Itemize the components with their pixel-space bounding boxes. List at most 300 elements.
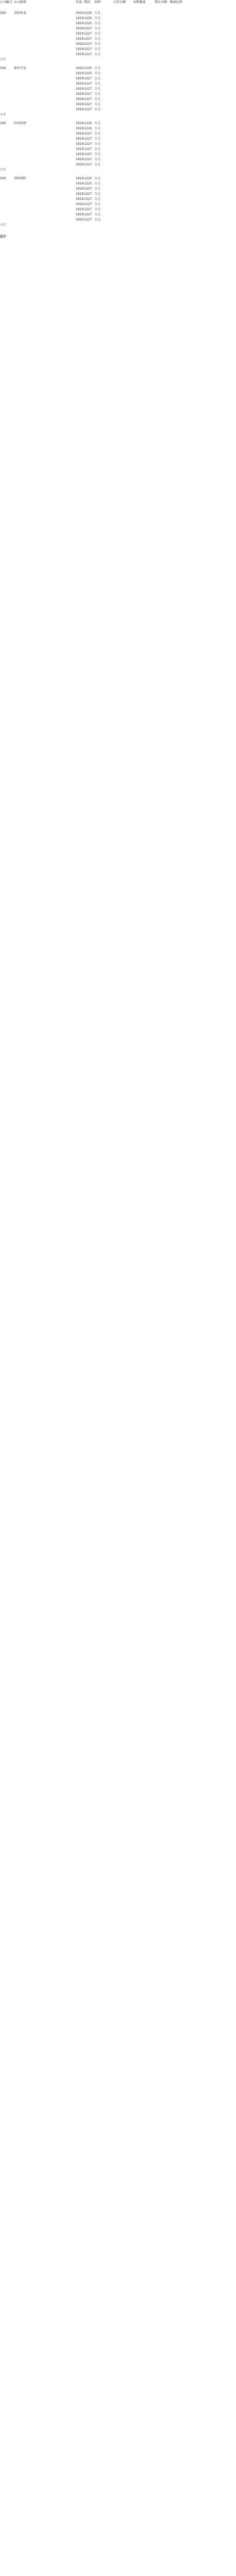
cell-currency: 万元	[94, 77, 101, 80]
cell-end-balance	[146, 202, 167, 207]
cell-change-ratio	[166, 16, 182, 21]
cell-prev-balance	[105, 81, 126, 87]
cell-company-code	[0, 212, 13, 217]
cell-change-ratio	[166, 202, 182, 207]
cell-currency: 万元	[94, 163, 101, 166]
cell-end-balance	[146, 81, 167, 87]
cell-change-ratio	[166, 192, 182, 197]
cell-period: 1227	[84, 163, 92, 166]
cell-period: 1227	[84, 42, 92, 46]
table-row	[0, 217, 236, 223]
cell-period: 1225	[84, 182, 92, 185]
cell-currency: 万元	[94, 137, 101, 141]
cell-prev-balance	[105, 217, 126, 223]
cell-change	[126, 26, 145, 31]
cell-change-ratio	[166, 87, 182, 92]
table-row	[0, 102, 236, 107]
cell-company-name	[14, 26, 40, 31]
cell-company-name: 新药开发	[14, 66, 27, 70]
cell-end-balance	[146, 11, 167, 16]
cell-company-name	[14, 126, 40, 131]
table-row	[0, 192, 236, 197]
cell-currency: 万元	[94, 122, 101, 125]
cell-period: 1227	[84, 103, 92, 106]
cell-change	[126, 162, 145, 167]
cell-year: 1919	[76, 197, 84, 201]
cell-prev-balance	[105, 187, 126, 192]
cell-year: 1919	[76, 16, 84, 20]
cell-prev-balance	[105, 57, 126, 62]
cell-change	[126, 167, 145, 173]
cell-company-code	[0, 197, 13, 202]
cell-company-code	[0, 137, 13, 142]
cell-currency: 万元	[94, 37, 101, 41]
cell-company-code	[0, 97, 13, 102]
cell-year: 1919	[76, 147, 84, 151]
cell-currency	[94, 57, 105, 62]
cell-company-code	[0, 47, 13, 52]
cell-year: 1919	[76, 132, 84, 135]
cell-currency: 万元	[94, 53, 101, 56]
cell-prev-balance	[105, 147, 126, 152]
cell-change-ratio	[166, 126, 182, 131]
total-label: 总计	[0, 235, 7, 239]
cell-period	[84, 57, 94, 62]
cell-change-ratio	[166, 147, 182, 152]
cell-currency: 万元	[94, 142, 101, 146]
cell-change	[126, 71, 145, 76]
cell-year	[76, 112, 84, 117]
cell-company-code	[0, 76, 13, 81]
table-row	[0, 202, 236, 207]
cell-currency: 万元	[94, 187, 101, 191]
cell-company-name	[14, 147, 40, 152]
cell-period: 1227	[84, 53, 92, 56]
cell-end-balance	[146, 52, 167, 57]
cell-prev-balance	[105, 126, 126, 131]
cell-period: 1227	[84, 92, 92, 96]
cell-change	[126, 57, 145, 62]
cell-year	[76, 57, 84, 62]
cell-year: 1919	[76, 11, 84, 15]
cell-change	[126, 187, 145, 192]
cell-prev-balance	[105, 137, 126, 142]
cell-currency: 万元	[94, 192, 101, 196]
cell-change-ratio	[166, 167, 182, 173]
cell-currency: 万元	[94, 177, 101, 180]
cell-change-ratio	[166, 21, 182, 26]
cell-year: 1919	[76, 47, 84, 51]
cell-year: 1919	[76, 137, 84, 141]
header-row	[0, 0, 236, 11]
cell-end-balance	[146, 152, 167, 157]
cell-change-ratio	[166, 131, 182, 137]
cell-change	[126, 176, 145, 181]
cell-change-ratio	[166, 112, 182, 117]
cell-end-balance	[146, 71, 167, 76]
cell-change	[126, 21, 145, 26]
table-row	[0, 76, 236, 81]
cell-company-code	[0, 202, 13, 207]
cell-company-name	[14, 217, 40, 223]
cell-change-ratio	[166, 162, 182, 167]
cell-currency: 万元	[94, 197, 101, 201]
cell-company-name: 医药药材	[14, 122, 27, 125]
cell-company-name	[14, 112, 40, 117]
table-row	[0, 81, 236, 87]
cell-company-name: 信阳制药	[14, 177, 27, 180]
cell-prev-balance	[105, 37, 126, 42]
cell-change	[126, 52, 145, 57]
cell-end-balance	[146, 162, 167, 167]
table-row	[0, 97, 236, 102]
cell-change	[126, 157, 145, 162]
cell-prev-balance	[105, 76, 126, 81]
table-row	[0, 181, 236, 187]
cell-prev-balance	[105, 207, 126, 212]
cell-change	[126, 112, 145, 117]
cell-change-ratio	[166, 26, 182, 31]
cell-prev-balance	[105, 162, 126, 167]
cell-company-name	[14, 102, 40, 107]
total-end-balance	[146, 234, 167, 240]
cell-company-code	[0, 71, 13, 76]
cell-end-balance	[146, 187, 167, 192]
cell-change-ratio	[166, 137, 182, 142]
cell-year: 1919	[76, 202, 84, 206]
cell-change	[126, 126, 145, 131]
cell-currency: 万元	[94, 208, 101, 211]
cell-change-ratio	[166, 121, 182, 126]
cell-prev-balance	[105, 197, 126, 202]
cell-year	[76, 223, 84, 228]
cell-company-name	[14, 152, 40, 157]
cell-company-name	[14, 52, 40, 57]
cell-end-balance	[146, 26, 167, 31]
cell-end-balance	[146, 176, 167, 181]
cell-company-code	[0, 157, 13, 162]
cell-change	[126, 42, 145, 47]
total-row	[0, 234, 236, 240]
table-row	[0, 47, 236, 52]
cell-change-ratio	[166, 107, 182, 112]
cell-company-name	[14, 197, 40, 202]
cell-period: 1227	[84, 192, 92, 196]
cell-prev-balance	[105, 97, 126, 102]
table-row	[0, 121, 236, 126]
cell-period: 1227	[84, 202, 92, 206]
cell-change	[126, 37, 145, 42]
cell-end-balance	[146, 47, 167, 52]
cell-end-balance	[146, 66, 167, 71]
cell-period: 1225	[84, 66, 92, 70]
cell-change	[126, 92, 145, 97]
table-row	[0, 197, 236, 202]
cell-company-name	[14, 192, 40, 197]
cell-period: 1227	[84, 197, 92, 201]
cell-period: 1227	[84, 108, 92, 111]
cell-change	[126, 87, 145, 92]
cell-period: 1227	[84, 82, 92, 86]
cell-end-balance	[146, 57, 167, 62]
cell-change-ratio	[166, 207, 182, 212]
cell-change-ratio	[166, 42, 182, 47]
cell-currency: 万元	[94, 158, 101, 161]
cell-period: 1225	[84, 11, 92, 15]
cell-change-ratio	[166, 181, 182, 187]
cell-end-balance	[146, 147, 167, 152]
cell-year: 1919	[76, 177, 84, 180]
cell-currency: 万元	[94, 27, 101, 30]
cell-company-name	[14, 21, 40, 26]
table-row	[0, 176, 236, 181]
cell-company-code: 300	[0, 177, 6, 180]
cell-prev-balance	[105, 71, 126, 76]
cell-company-name	[14, 31, 40, 37]
cell-change-ratio	[166, 102, 182, 107]
cell-company-code	[0, 126, 13, 131]
table-row	[0, 66, 236, 71]
cell-change	[126, 107, 145, 112]
cell-year: 1919	[76, 208, 84, 211]
cell-change	[126, 76, 145, 81]
cell-currency: 万元	[94, 11, 101, 15]
cell-period: 1227	[84, 142, 92, 146]
cell-prev-balance	[105, 26, 126, 31]
cell-change-ratio	[166, 217, 182, 223]
total-change	[126, 234, 145, 240]
cell-prev-balance	[105, 92, 126, 97]
total-prev-balance	[105, 234, 126, 240]
header-period: 期间	[84, 1, 91, 4]
cell-currency: 万元	[94, 182, 101, 185]
cell-currency: 万元	[94, 66, 101, 70]
cell-currency: 万元	[94, 72, 101, 75]
cell-year: 1919	[76, 72, 84, 75]
table-row	[0, 42, 236, 47]
cell-end-balance	[146, 112, 167, 117]
table-row	[0, 21, 236, 26]
cell-prev-balance	[105, 47, 126, 52]
subtotal-row	[0, 223, 236, 228]
cell-year: 1919	[76, 92, 84, 96]
cell-company-code	[0, 26, 13, 31]
cell-company-code: 小计	[0, 113, 7, 116]
table-row	[0, 152, 236, 157]
cell-year: 1919	[76, 77, 84, 80]
cell-period	[84, 223, 94, 228]
cell-prev-balance	[105, 192, 126, 197]
cell-year: 1919	[76, 122, 84, 125]
cell-company-code	[0, 147, 13, 152]
table-row	[0, 52, 236, 57]
table-row	[0, 131, 236, 137]
cell-company-code	[0, 131, 13, 137]
cell-year: 1919	[76, 87, 84, 91]
cell-period: 1227	[84, 37, 92, 41]
cell-year: 1919	[76, 158, 84, 161]
cell-year: 1919	[76, 82, 84, 86]
cell-company-code	[0, 142, 13, 147]
cell-company-name	[14, 223, 40, 228]
subtotal-row	[0, 57, 236, 62]
table-row	[0, 37, 236, 42]
cell-change-ratio	[166, 52, 182, 57]
header-prev-balance: 去年余额	[113, 1, 126, 4]
cell-prev-balance	[105, 112, 126, 117]
cell-company-code	[0, 92, 13, 97]
cell-change	[126, 11, 145, 16]
cell-currency: 万元	[94, 218, 101, 222]
cell-currency: 万元	[94, 87, 101, 91]
cell-period: 1227	[84, 97, 92, 101]
cell-end-balance	[146, 87, 167, 92]
cell-company-code	[0, 37, 13, 42]
table-row	[0, 142, 236, 147]
cell-period: 1225	[84, 177, 92, 180]
cell-end-balance	[146, 181, 167, 187]
cell-change-ratio	[166, 212, 182, 217]
cell-change-ratio	[166, 81, 182, 87]
cell-change	[126, 97, 145, 102]
cell-prev-balance	[105, 16, 126, 21]
cell-period: 1225	[84, 22, 92, 25]
cell-period	[84, 167, 94, 173]
cell-company-code	[0, 31, 13, 37]
cell-change	[126, 212, 145, 217]
cell-company-code	[0, 81, 13, 87]
cell-company-code: 300	[0, 66, 6, 70]
cell-period: 1227	[84, 158, 92, 161]
cell-company-code	[0, 192, 13, 197]
cell-currency: 万元	[94, 32, 101, 36]
cell-year: 1919	[76, 192, 84, 196]
cell-year: 1919	[76, 66, 84, 70]
cell-end-balance	[146, 212, 167, 217]
cell-company-name	[14, 137, 40, 142]
cell-prev-balance	[105, 167, 126, 173]
cell-change-ratio	[166, 157, 182, 162]
cell-currency	[94, 223, 105, 228]
cell-end-balance	[146, 142, 167, 147]
cell-change	[126, 181, 145, 187]
cell-change	[126, 16, 145, 21]
cell-currency: 万元	[94, 82, 101, 86]
cell-change-ratio	[166, 37, 182, 42]
table-row	[0, 11, 236, 16]
header-company-code: 公司编号	[0, 1, 13, 4]
cell-company-name	[14, 76, 40, 81]
header-end-balance: 期末余额	[154, 1, 167, 4]
cell-prev-balance	[105, 223, 126, 228]
cell-period: 1227	[84, 137, 92, 141]
cell-year: 1919	[76, 32, 84, 36]
cell-prev-balance	[105, 157, 126, 162]
cell-company-code	[0, 102, 13, 107]
cell-change	[126, 202, 145, 207]
cell-company-code	[0, 207, 13, 212]
cell-company-code	[0, 52, 13, 57]
cell-currency: 万元	[94, 47, 101, 51]
cell-change-ratio	[166, 31, 182, 37]
cell-change	[126, 47, 145, 52]
table-row	[0, 92, 236, 97]
cell-company-code: 小计	[0, 58, 7, 61]
cell-change	[126, 152, 145, 157]
cell-currency: 万元	[94, 16, 101, 20]
cell-period: 1227	[84, 27, 92, 30]
cell-year: 1919	[76, 187, 84, 191]
cell-prev-balance	[105, 107, 126, 112]
cell-end-balance	[146, 192, 167, 197]
cell-end-balance	[146, 157, 167, 162]
cell-prev-balance	[105, 131, 126, 137]
table-row	[0, 207, 236, 212]
cell-company-code	[0, 187, 13, 192]
table-row	[0, 212, 236, 217]
cell-change-ratio	[166, 223, 182, 228]
cell-company-code: 300	[0, 11, 6, 15]
cell-end-balance	[146, 217, 167, 223]
cell-prev-balance	[105, 202, 126, 207]
cell-currency: 万元	[94, 103, 101, 106]
cell-currency: 万元	[94, 147, 101, 151]
cell-end-balance	[146, 37, 167, 42]
cell-currency: 万元	[94, 22, 101, 25]
cell-year: 1919	[76, 182, 84, 185]
cell-change	[126, 131, 145, 137]
cell-period: 1227	[84, 32, 92, 36]
cell-currency: 万元	[94, 108, 101, 111]
cell-year: 1919	[76, 142, 84, 146]
cell-end-balance	[146, 16, 167, 21]
header-currency: 币种	[94, 1, 101, 4]
cell-currency: 万元	[94, 127, 101, 130]
table-row	[0, 71, 236, 76]
cell-change	[126, 102, 145, 107]
cell-change-ratio	[166, 197, 182, 202]
cell-company-name	[14, 142, 40, 147]
header-year: 年度	[76, 1, 82, 4]
cell-change-ratio	[166, 152, 182, 157]
cell-change	[126, 223, 145, 228]
cell-prev-balance	[105, 11, 126, 16]
cell-change	[126, 147, 145, 152]
cell-prev-balance	[105, 102, 126, 107]
cell-prev-balance	[105, 152, 126, 157]
cell-period: 1227	[84, 147, 92, 151]
cell-end-balance	[146, 167, 167, 173]
cell-change	[126, 197, 145, 202]
cell-company-name	[14, 97, 40, 102]
cell-change	[126, 121, 145, 126]
cell-company-name	[14, 57, 40, 62]
cell-company-name	[14, 207, 40, 212]
cell-year: 1919	[76, 53, 84, 56]
cell-period: 1225	[84, 72, 92, 75]
cell-company-name	[14, 92, 40, 97]
cell-company-code	[0, 107, 13, 112]
cell-change	[126, 192, 145, 197]
cell-company-name	[14, 187, 40, 192]
cell-period: 1227	[84, 87, 92, 91]
cell-year: 1919	[76, 218, 84, 222]
cell-prev-balance	[105, 31, 126, 37]
cell-year: 1919	[76, 108, 84, 111]
cell-year	[76, 167, 84, 173]
cell-period: 1225	[84, 122, 92, 125]
cell-currency: 万元	[94, 97, 101, 101]
